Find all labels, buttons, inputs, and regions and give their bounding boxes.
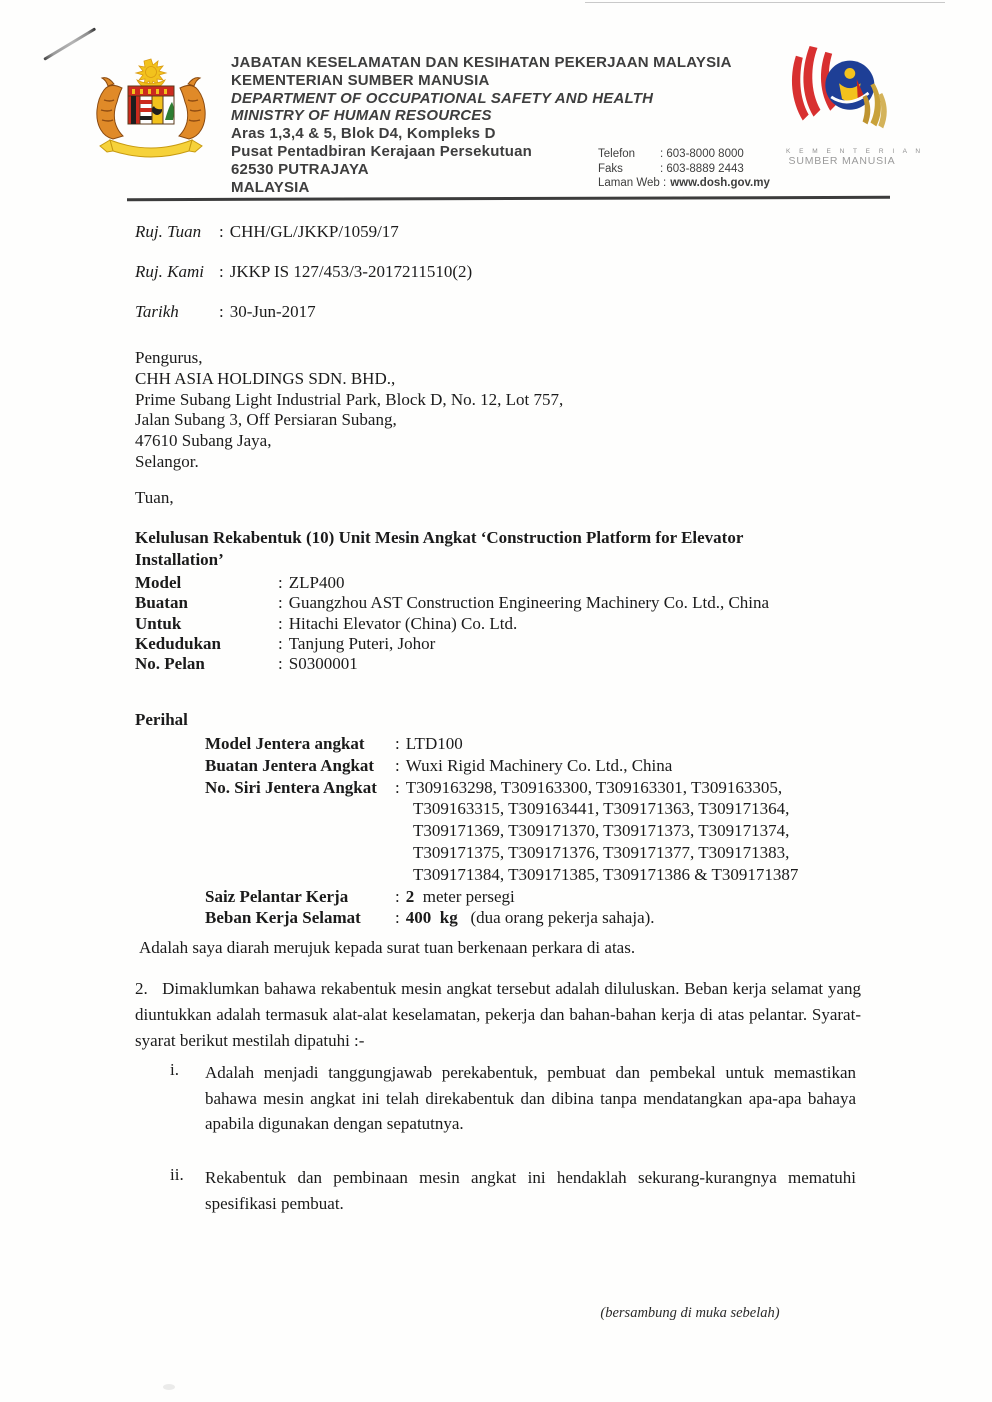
- spec-kedudukan-label: Kedudukan: [135, 633, 221, 653]
- recipient-line: Pengurus,: [135, 348, 203, 367]
- spec-buatan-value: Guangzhou AST Construction Engineering Machinery Co. Ltd., China: [288, 593, 770, 613]
- colon: :: [278, 613, 283, 633]
- perihal-model-value: LTD100: [405, 734, 463, 753]
- spec-pelan-label: No. Pelan: [135, 654, 205, 674]
- recipient-line: Prime Subang Light Industrial Park, Block D, No. 12, Lot 757,: [135, 389, 564, 409]
- perihal-buatan-label: Buatan Jentera Angkat: [205, 755, 375, 775]
- telefon-value: : 603-8000 8000: [660, 148, 744, 160]
- beban-row: [205, 907, 885, 929]
- contact-web: [598, 176, 828, 191]
- web-label: Laman Web :: [598, 177, 667, 189]
- agency-name-english-2: MINISTRY OF HUMAN RESOURCES: [231, 107, 492, 125]
- ref-tuan-value: CHH/GL/JKKP/1059/17: [229, 222, 399, 241]
- ref-kami-label: Ruj. Kami: [135, 262, 204, 281]
- paragraph-2: 2. Dimaklumkan bahawa rekabentuk mesin angkat tersebut adalah diluluskan. Beban kerja selamat yang diuntukkan adalah termasuk alat-alat keselamatan, pekerja dan bahan-bahan kerja di atas pelantar. Syarat-syarat berikut mestilah dipatuhi :-: [135, 979, 866, 1050]
- agency-name-malay-2: KEMENTERIAN SUMBER MANUSIA: [231, 71, 490, 89]
- colon: :: [219, 302, 224, 321]
- recipient-line: Selangor.: [135, 451, 199, 471]
- agency-address-3: 62530 PUTRAJAYA: [231, 160, 369, 178]
- perihal-buatan-value: Wuxi Rigid Machinery Co. Ltd., China: [405, 755, 673, 775]
- condition-text: Rekabentuk dan pembinaan mesin angkat ini hendaklah sekurang-kurangnya mematuhi spesifikasi pembuat.: [205, 1168, 856, 1213]
- perihal-buatan-row: [205, 755, 885, 777]
- sumber-manusia-logo-icon: [788, 44, 896, 146]
- condition-text: Adalah menjadi tanggungjawab perekabentuk, pembuat dan pembekal untuk memastikan bahawa mesin angkat ini telah direkabentuk dan dibina tanpa mendatangkan apa-apa bahaya apabila digunakan dengan sepatutnya.: [205, 1063, 856, 1134]
- serial-row: [205, 777, 885, 799]
- spec-untuk-label: Untuk: [135, 613, 182, 633]
- faks-label: Faks: [598, 162, 623, 175]
- agency-address-2: Pusat Pentadbiran Kerajaan Persekutuan: [231, 142, 533, 160]
- web-value: www.dosh.gov.my: [670, 177, 770, 189]
- recipient-line: Jalan Subang 3, Off Persiaran Subang,: [135, 410, 397, 430]
- saiz-value-rest: meter persegi: [414, 886, 515, 906]
- colon: :: [278, 633, 283, 653]
- colon: :: [395, 755, 400, 775]
- spec-model-label: Model: [135, 573, 182, 592]
- spec-pelan-value: S0300001: [288, 654, 358, 674]
- salutation: Tuan,: [135, 488, 174, 507]
- ministry-logo-text-2: SUMBER MANUSIA: [788, 155, 896, 167]
- agency-name-malay-1: JABATAN KESELAMATAN DAN KESIHATAN PEKERJAAN MALAYSIA: [231, 54, 732, 71]
- spec-model-value: ZLP400: [288, 573, 345, 592]
- recipient-line: CHH ASIA HOLDINGS SDN. BHD.,: [135, 368, 396, 388]
- ref-kami-value: JKKP IS 127/453/3-2017211510(2): [229, 262, 473, 281]
- serial-numbers-line: T309171375, T309171376, T309171377, T309171383,: [413, 842, 790, 862]
- condition-item-ii: [170, 1165, 856, 1216]
- malaysia-coat-of-arms-icon: [84, 56, 218, 170]
- condition-number: i.: [170, 1060, 179, 1079]
- spec-kedudukan: [135, 634, 835, 654]
- serial-numbers-line: T309163298, T309163300, T309163301, T309163305,: [405, 777, 783, 797]
- beban-label: Beban Kerja Selamat: [205, 908, 361, 928]
- condition-number: ii.: [170, 1165, 184, 1185]
- serial-numbers-line: T309171369, T309171370, T309171373, T309171374,: [413, 821, 790, 841]
- scan-edge-line: [585, 2, 945, 3]
- spec-buatan-label: Buatan: [135, 593, 188, 613]
- serial-label: No. Siri Jentera Angkat: [205, 777, 377, 797]
- ref-kami: [135, 262, 472, 282]
- colon: :: [219, 262, 224, 281]
- colon: :: [395, 734, 400, 753]
- subject-title: Kelulusan Rekabentuk (10) Unit Mesin Angkat ‘Construction Platform for Elevator Installation’: [135, 528, 744, 569]
- spec-model: [135, 573, 835, 593]
- colon: :: [219, 222, 224, 241]
- ref-tarikh: [135, 302, 472, 322]
- continuation-note: (bersambung di muka sebelah): [600, 1305, 780, 1321]
- saiz-label: Saiz Pelantar Kerja: [205, 886, 349, 906]
- ministry-logo: [786, 44, 924, 167]
- paragraph-1: Adalah saya diarah merujuk kepada surat tuan berkenaan perkara di atas.: [139, 938, 636, 957]
- serial-numbers-line: T309171384, T309171385, T309171386 & T309171387: [413, 864, 799, 884]
- beban-value-rest: (dua orang pekerja sahaja).: [457, 908, 655, 928]
- beban-value-bold: 400 kg: [405, 908, 458, 928]
- faks-value: : 603-8889 2443: [660, 162, 744, 175]
- agency-address-1: Aras 1,3,4 & 5, Blok D4, Kompleks D: [231, 125, 496, 143]
- spec-buatan: [135, 593, 835, 613]
- ref-tuan-label: Ruj. Tuan: [135, 222, 202, 241]
- recipient-address: [135, 348, 563, 473]
- recipient-line: 47610 Subang Jaya,: [135, 431, 272, 451]
- spec-untuk-value: Hitachi Elevator (China) Co. Ltd.: [288, 613, 518, 633]
- telefon-label: Telefon: [598, 148, 636, 160]
- saiz-row: [205, 886, 885, 908]
- agency-address-4: MALAYSIA: [231, 178, 310, 196]
- letterhead-divider: [127, 196, 890, 201]
- colon: :: [278, 654, 283, 674]
- conditions-list: [170, 1060, 856, 1245]
- scan-smudge: [163, 1384, 175, 1390]
- spec-kedudukan-value: Tanjung Puteri, Johor: [288, 633, 436, 653]
- colon: :: [395, 777, 400, 797]
- colon: :: [395, 908, 400, 928]
- colon: :: [278, 593, 283, 613]
- subject-block: [135, 527, 835, 674]
- saiz-value-bold: 2: [405, 886, 415, 906]
- condition-item-i: [170, 1060, 856, 1137]
- spec-untuk: [135, 614, 835, 634]
- serial-numbers-line: T309163315, T309163441, T309171363, T309171364,: [413, 799, 790, 819]
- ref-tarikh-label: Tarikh: [135, 302, 179, 321]
- perihal-model-row: [205, 733, 885, 755]
- reference-block: [135, 222, 472, 342]
- spec-pelan: [135, 654, 835, 674]
- ministry-logo-text-1: K E M E N T E R I A N: [786, 148, 924, 155]
- agency-name-english-1: DEPARTMENT OF OCCUPATIONAL SAFETY AND HEALTH: [231, 89, 654, 107]
- ref-tarikh-value: 30-Jun-2017: [229, 302, 316, 321]
- colon: :: [395, 886, 400, 906]
- ref-tuan: [135, 222, 472, 242]
- perihal-block: [205, 733, 885, 929]
- perihal-heading: Perihal: [135, 710, 188, 729]
- colon: :: [278, 573, 283, 592]
- perihal-model-label: Model Jentera angkat: [205, 734, 365, 753]
